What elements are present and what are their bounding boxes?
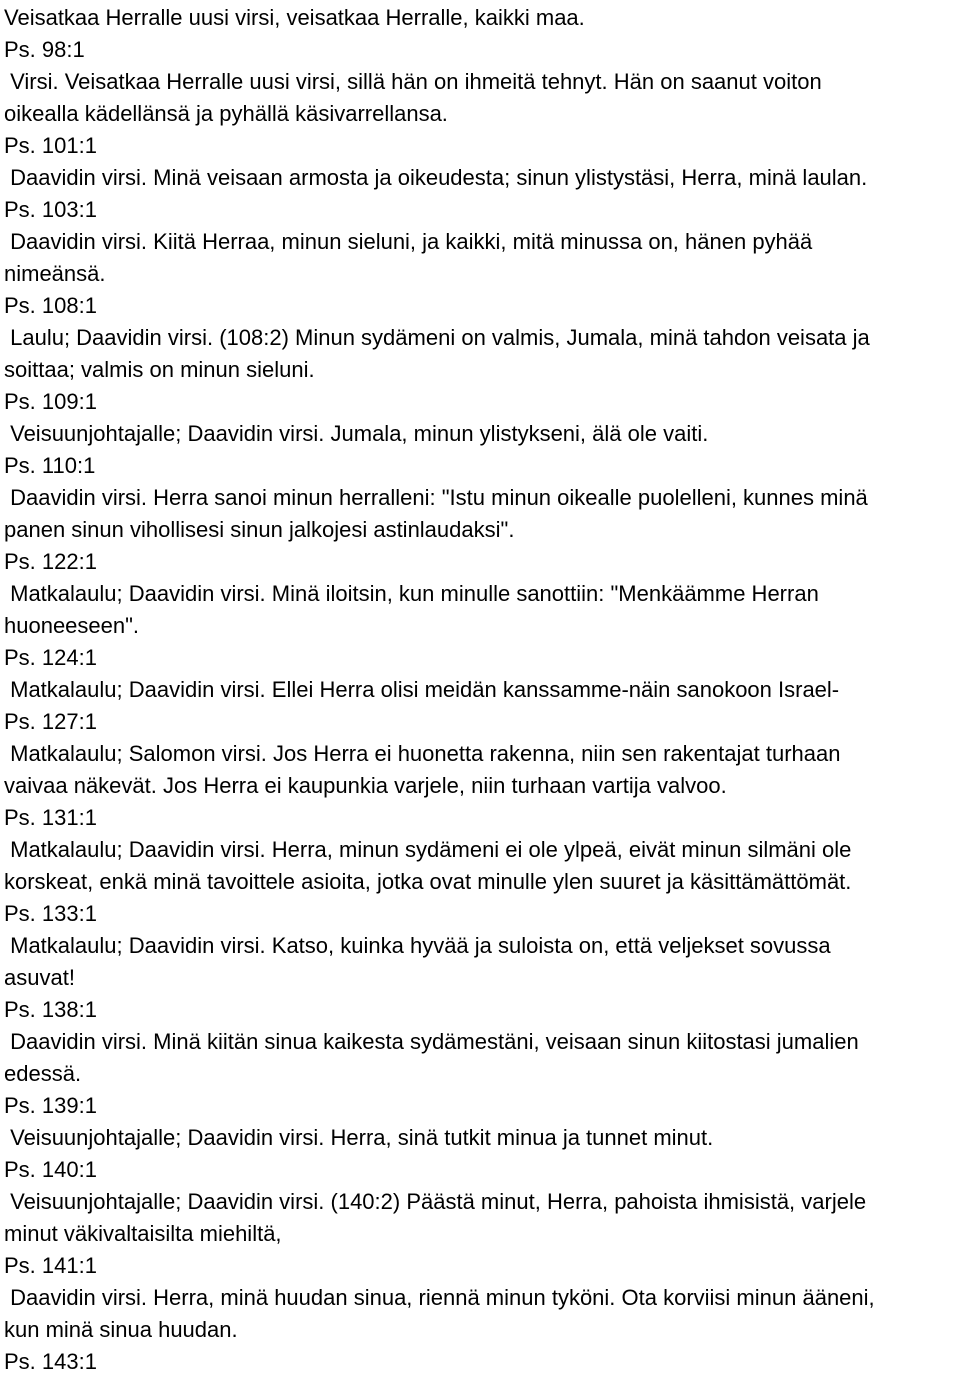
text-line: Veisuunjohtajalle; Daavidin virsi. Jumala, minun ylistykseni, älä ole vaiti.: [4, 421, 709, 446]
psalm-reference: Ps. 108:1: [4, 293, 97, 318]
text-line: oikealla kädellänsä ja pyhällä käsivarrellansa.: [4, 101, 448, 126]
text-line: Daavidin virsi. Kiitä Herraa, minun sieluni, ja kaikki, mitä minussa on, hänen pyhää: [4, 229, 813, 254]
psalm-reference: Ps. 133:1: [4, 901, 97, 926]
text-line: Veisuunjohtajalle; Daavidin virsi. (140:2) Päästä minut, Herra, pahoista ihmisistä, varjele: [4, 1189, 867, 1214]
text-line: panen sinun vihollisesi sinun jalkojesi astinlaudaksi".: [4, 517, 515, 542]
psalm-reference: Ps. 127:1: [4, 709, 97, 734]
psalm-reference: Ps. 110:1: [4, 453, 96, 478]
text-line: Matkalaulu; Daavidin virsi. Katso, kuinka hyvää ja suloista on, että veljekset sovussa: [4, 933, 831, 958]
text-line: Matkalaulu; Salomon virsi. Jos Herra ei huonetta rakenna, niin sen rakentajat turhaan: [4, 741, 841, 766]
psalm-reference: Ps. 122:1: [4, 549, 97, 574]
psalm-reference: Ps. 131:1: [4, 805, 97, 830]
psalm-reference: Ps. 140:1: [4, 1157, 97, 1182]
text-line: nimeänsä.: [4, 261, 106, 286]
text-line: Daavidin virsi. Herra sanoi minun herralleni: "Istu minun oikealle puolelleni, kunnes minä: [4, 485, 868, 510]
document-text-column: [4, 2, 956, 1378]
text-line: Daavidin virsi. Minä veisaan armosta ja oikeudesta; sinun ylistystäsi, Herra, minä laulan.: [4, 165, 868, 190]
text-line: kun minä sinua huudan.: [4, 1317, 238, 1342]
text-line: Virsi. Veisatkaa Herralle uusi virsi, sillä hän on ihmeitä tehnyt. Hän on saanut voiton: [4, 69, 822, 94]
psalm-reference: Ps. 124:1: [4, 645, 97, 670]
text-line: minut väkivaltaisilta miehiltä,: [4, 1221, 282, 1246]
psalm-reference: Ps. 138:1: [4, 997, 97, 1022]
text-line: huoneeseen".: [4, 613, 140, 638]
text-line: Veisatkaa Herralle uusi virsi, veisatkaa Herralle, kaikki maa.: [4, 5, 585, 30]
psalm-reference: Ps. 143:1: [4, 1349, 97, 1374]
text-line: Matkalaulu; Daavidin virsi. Minä iloitsin, kun minulle sanottiin: "Menkäämme Herran: [4, 581, 819, 606]
psalm-reference: Ps. 109:1: [4, 389, 97, 414]
text-line: Daavidin virsi. Minä kiitän sinua kaikesta sydämestäni, veisaan sinun kiitostasi jumalien: [4, 1029, 859, 1054]
text-line: Matkalaulu; Daavidin virsi. Ellei Herra olisi meidän kanssamme-näin sanokoon Israel-: [4, 677, 840, 702]
psalm-reference: Ps. 141:1: [4, 1253, 97, 1278]
text-line: vaivaa näkevät. Jos Herra ei kaupunkia varjele, niin turhaan vartija valvoo.: [4, 773, 727, 798]
text-line: Matkalaulu; Daavidin virsi. Herra, minun sydämeni ei ole ylpeä, eivät minun silmäni ole: [4, 837, 852, 862]
text-line: soittaa; valmis on minun sieluni.: [4, 357, 315, 382]
text-line: edessä.: [4, 1061, 82, 1086]
text-line: asuvat!: [4, 965, 75, 990]
text-line: Laulu; Daavidin virsi. (108:2) Minun sydämeni on valmis, Jumala, minä tahdon veisata ja: [4, 325, 870, 350]
text-line: korskeat, enkä minä tavoittele asioita, jotka ovat minulle ylen suuret ja käsittämättömät.: [4, 869, 852, 894]
psalm-reference: Ps. 101:1: [4, 133, 97, 158]
text-line: Veisuunjohtajalle; Daavidin virsi. Herra, sinä tutkit minua ja tunnet minut.: [4, 1125, 714, 1150]
psalm-reference: Ps. 103:1: [4, 197, 97, 222]
psalm-reference: Ps. 139:1: [4, 1093, 97, 1118]
psalm-reference: Ps. 98:1: [4, 37, 85, 62]
text-line: Daavidin virsi. Herra, minä huudan sinua, riennä minun tyköni. Ota korviisi minun ääneni,: [4, 1285, 875, 1310]
